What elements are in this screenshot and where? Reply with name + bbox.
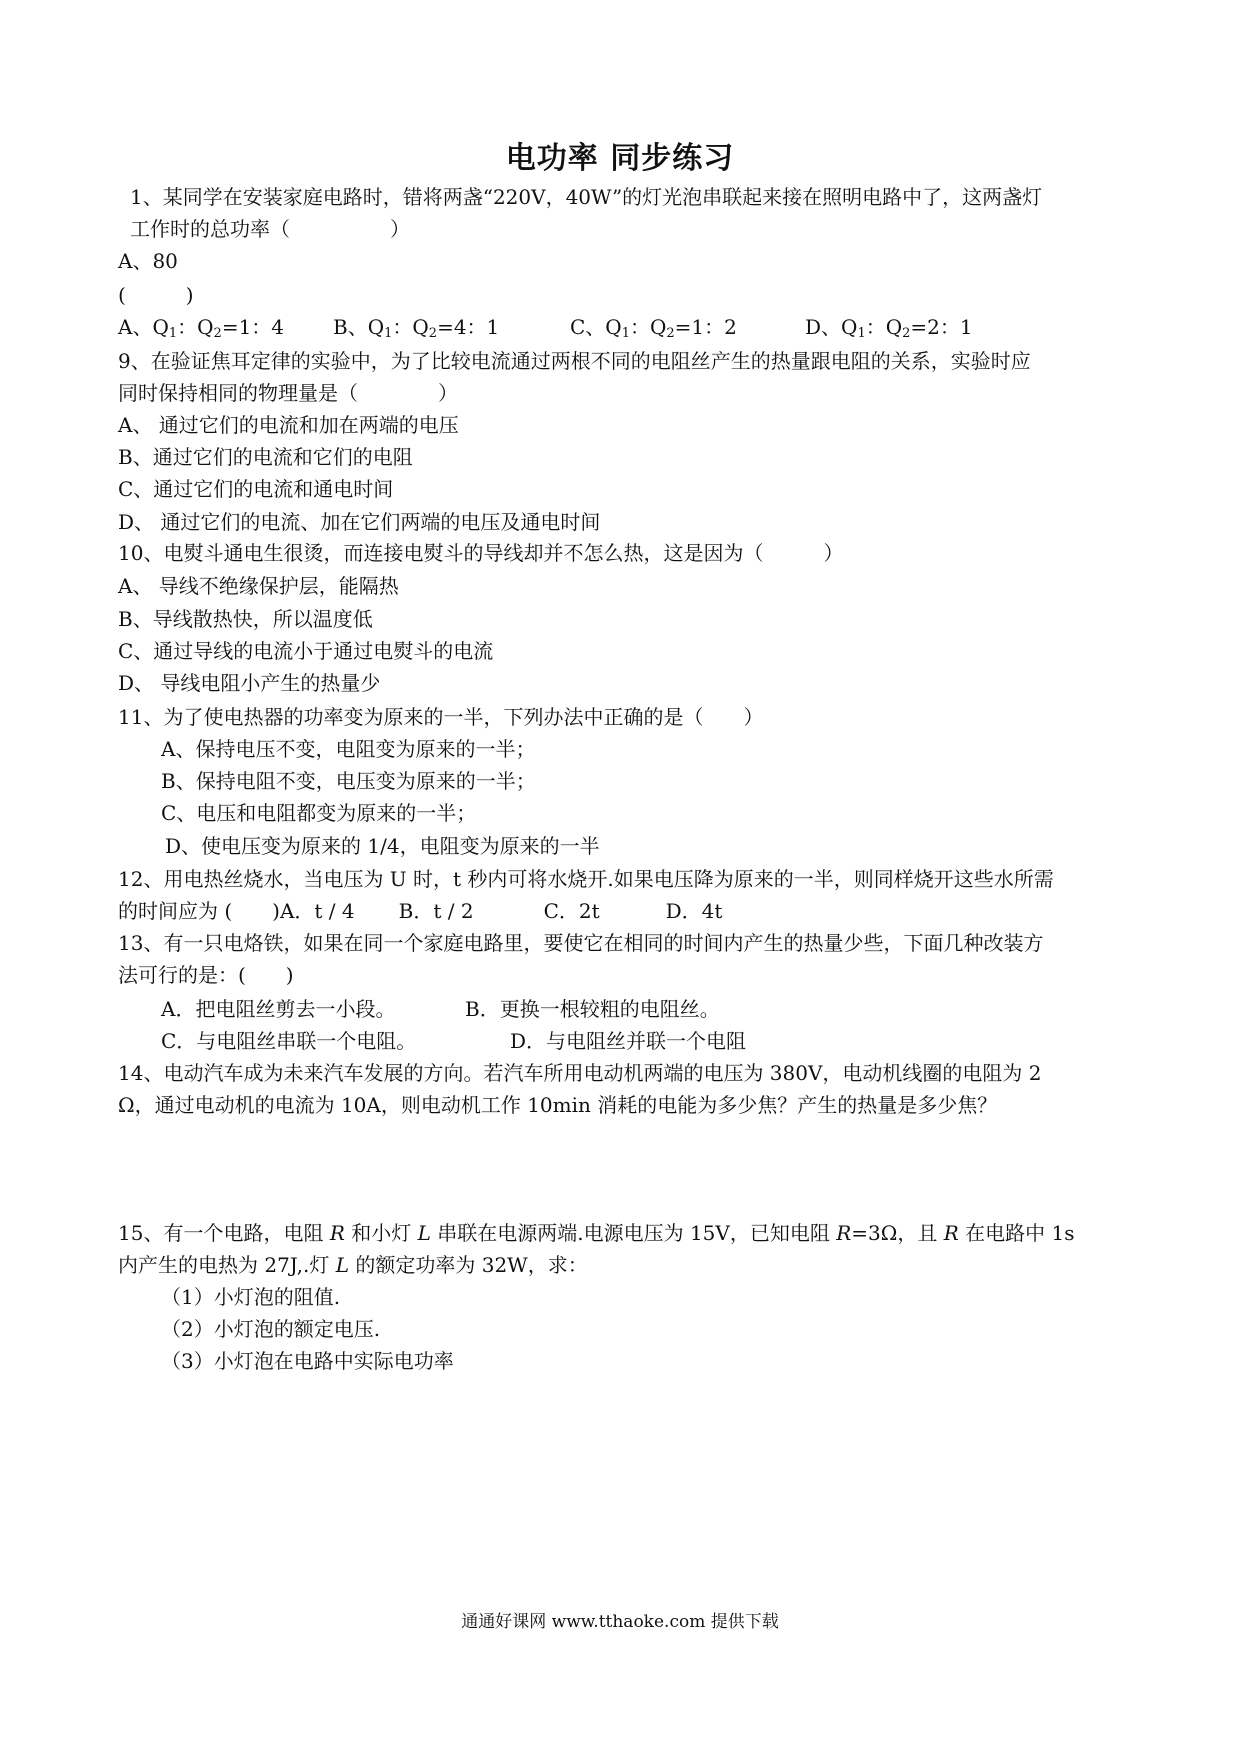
q12-line2-text: 的时间应为 ( ) xyxy=(118,899,280,923)
q12-line2 xyxy=(118,895,722,927)
q12-option-b: B．t / 2 xyxy=(398,899,474,923)
q15-sub3: （3）小灯泡在电路中实际电功率 xyxy=(161,1349,454,1373)
q12-option-a: A．t / 4 xyxy=(279,899,355,923)
q1-line1: 1、某同学在安装家庭电路时，错将两盏“220V，40W”的灯光泡串联起来接在照明电路中了，这两盏灯 xyxy=(130,185,1043,209)
q11-option-c: C、电压和电阻都变为原来的一半； xyxy=(161,801,477,825)
q11-option-a: A、保持电压不变，电阻变为原来的一半； xyxy=(161,737,536,761)
q10-option-b: B、导线散热快，所以温度低 xyxy=(118,607,373,631)
lamp-symbol: L xyxy=(417,1221,431,1245)
q9-option-b: B、通过它们的电流和它们的电阻 xyxy=(118,445,413,469)
q9-line2: 同时保持相同的物理量是（ ） xyxy=(118,381,458,405)
q10-option-c: C、通过导线的电流小于通过电熨斗的电流 xyxy=(118,639,494,663)
q1-line2: 工作时的总功率（ ） xyxy=(130,217,410,241)
q9-option-a: A、 通过它们的电流和加在两端的电压 xyxy=(118,413,459,437)
q9-option-d: D、 通过它们的电流、加在它们两端的电压及通电时间 xyxy=(118,510,601,534)
q12-option-c: C．2t xyxy=(543,899,600,923)
q15-line2: 内产生的电热为 27J,.灯 L 的额定功率为 32W，求： xyxy=(118,1253,588,1277)
q14-line1: 14、电动汽车成为未来汽车发展的方向。若汽车所用电动机两端的电压为 380V，电动机线圈的电阻为 2 xyxy=(118,1061,1042,1085)
q13-option-a: A．把电阻丝剪去一小段。 xyxy=(161,997,396,1021)
q15-sub1: （1）小灯泡的阻值. xyxy=(161,1285,341,1309)
q8-option-c: C、$Q_1$：$Q_2=1$：2 xyxy=(570,315,737,341)
q13-option-c: C．与电阻丝串联一个电阻。 xyxy=(161,1029,417,1053)
q13-option-d: D．与电阻丝并联一个电阻 xyxy=(510,1029,747,1053)
q8-option-a: A、$Q_1$：$Q_2=1$：4 xyxy=(118,315,285,341)
q9-line1: 9、在验证焦耳定律的实验中，为了比较电流通过两根不同的电阻丝产生的热量跟电阻的关系，实验时应 xyxy=(118,349,1031,373)
q8-option-b: B、$Q_1$：$Q_2=4$：1 xyxy=(333,315,500,341)
q11-option-d: D、使电压变为原来的 1/4，电阻变为原来的一半 xyxy=(165,834,600,858)
q10-option-a: A、 导线不绝缘保护层，能隔热 xyxy=(118,574,399,598)
q10-line1: 10、电熨斗通电生很烫，而连接电熨斗的导线却并不怎么热，这是因为（ ） xyxy=(118,541,844,565)
q13-line2: 法可行的是：( ) xyxy=(118,963,294,987)
q1-answer: A、80 xyxy=(118,249,178,273)
q14-line2: Ω，通过电动机的电流为 10A，则电动机工作 10min 消耗的电能为多少焦？产生的热量是多少焦？ xyxy=(118,1093,998,1117)
q12-option-d: D．4t xyxy=(665,899,723,923)
resistor-symbol: R xyxy=(329,1221,345,1245)
q8-option-d: D、$Q_1$：$Q_2=2$：1 xyxy=(805,315,973,341)
q13-line1: 13、有一只电烙铁，如果在同一个家庭电路里，要使它在相同的时间内产生的热量少些，下面几种改装方 xyxy=(118,931,1044,955)
page-title: 电功率 同步练习 xyxy=(505,141,735,176)
page-footer: 通通好课网 www.tthaoke.com 提供下载 xyxy=(461,1612,779,1632)
q11-option-b: B、保持电阻不变，电压变为原来的一半； xyxy=(161,769,536,793)
q9-option-c: C、通过它们的电流和通电时间 xyxy=(118,477,394,501)
q15-line1: 15、有一个电路，电阻 R 和小灯 L 串联在电源两端.电源电压为 15V，已知电阻 R=3Ω，且 R 在电路中 1s xyxy=(118,1221,1075,1245)
q10-option-d: D、 导线电阻小产生的热量少 xyxy=(118,671,381,695)
q11-line1: 11、为了使电热器的功率变为原来的一半，下列办法中正确的是（ ） xyxy=(118,705,764,729)
q12-line1: 12、用电热丝烧水，当电压为 U 时，t 秒内可将水烧开.如果电压降为原来的一半，则同样烧开这些水所需 xyxy=(118,867,1054,891)
q8-blank: ( ) xyxy=(118,283,194,307)
q15-sub2: （2）小灯泡的额定电压. xyxy=(161,1317,381,1341)
q13-option-b: B．更换一根较粗的电阻丝。 xyxy=(465,997,720,1021)
